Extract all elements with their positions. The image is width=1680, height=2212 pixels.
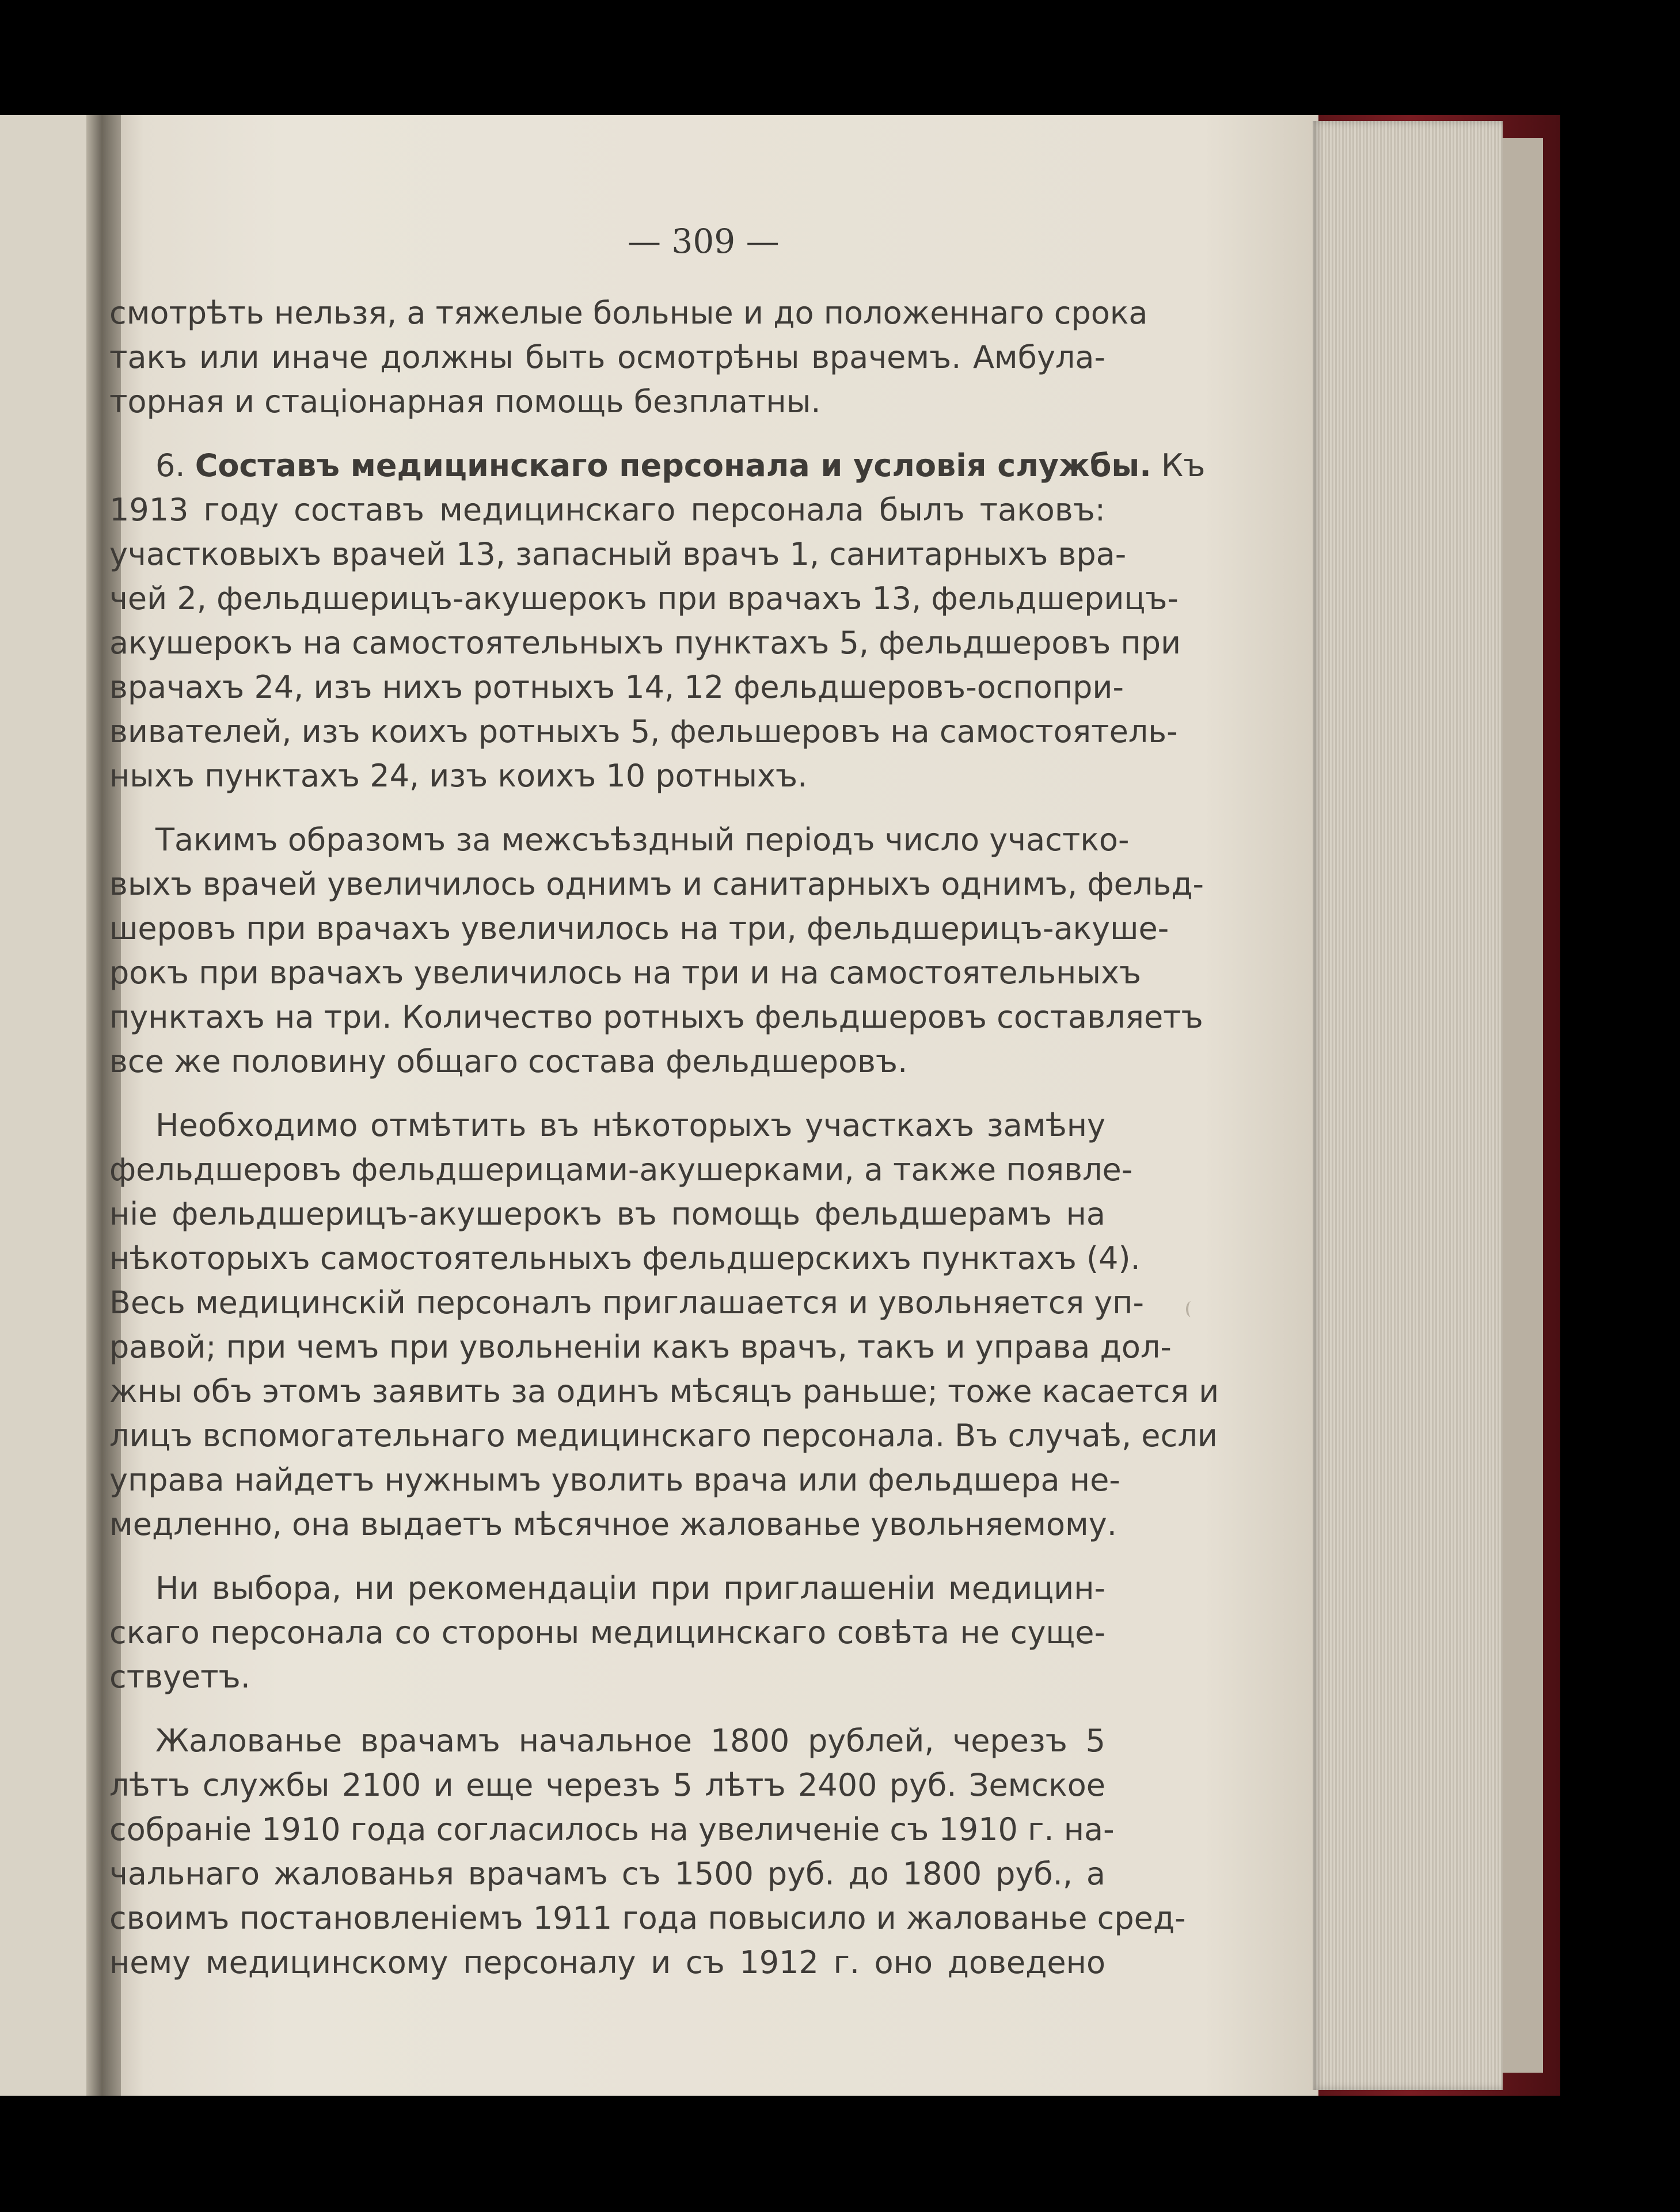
page-number: — 309 — (628, 222, 780, 261)
text-line: Необходимо отмѣтить въ нѣкоторыхъ участкахъ замѣну (155, 1107, 1105, 1143)
text-line: врачахъ 24, изъ нихъ ротныхъ 14, 12 фельдшеровъ-оспопри- (109, 669, 1124, 705)
text-line: Такимъ образомъ за межсъѣздный періодъ число участко- (155, 822, 1130, 858)
text-line: акушерокъ на самостоятельныхъ пунктахъ 5, фельдшеровъ при (109, 625, 1181, 661)
text-line: своимъ постановленіемъ 1911 года повысило и жалованье сред- (109, 1900, 1186, 1936)
text-line: ствуетъ. (109, 1659, 250, 1695)
text-line: Ни выбора, ни рекомендаціи при приглашеніи медицин- (155, 1570, 1105, 1606)
text-line: ныхъ пунктахъ 24, изъ коихъ 10 ротныхъ. (109, 758, 808, 794)
text-line: все же половину общаго состава фельдшеровъ. (109, 1043, 908, 1080)
text-line: управа найдетъ нужнымъ уволить врача или фельдшера не- (109, 1462, 1120, 1498)
text-line: Жалованье врачамъ начальное 1800 рублей, черезъ 5 (155, 1723, 1105, 1759)
text-line: чальнаго жалованья врачамъ съ 1500 руб. до 1800 руб., а (109, 1856, 1105, 1892)
paragraph (109, 1719, 1186, 1985)
text-line: смотрѣть нельзя, а тяжелые больные и до положеннаго срока (109, 295, 1148, 331)
text-line: медленно, она выдаетъ мѣсячное жалованье увольняемому. (109, 1506, 1117, 1542)
text-line: 1913 году составъ медицинскаго персонала былъ таковъ: (109, 492, 1105, 528)
text-line: шеровъ при врачахъ увеличилось на три, фельдшерицъ-акуше- (109, 910, 1169, 947)
paragraph (109, 443, 1206, 798)
text-line: лицъ вспомогательнаго медицинскаго персонала. Въ случаѣ, если (109, 1417, 1218, 1454)
text-line: нѣкоторыхъ самостоятельныхъ фельдшерскихъ пунктахъ (4). (109, 1240, 1141, 1276)
page-body (109, 291, 1219, 2004)
text-line: собраніе 1910 года согласилось на увеличеніе съ 1910 г. на- (109, 1811, 1115, 1848)
text-line: ніе фельдшерицъ-акушерокъ въ помощь фельдшерамъ на (109, 1196, 1105, 1232)
text-line: жны объ этомъ заявить за одинъ мѣсяцъ раньше; тоже касается и (109, 1373, 1219, 1409)
text-line (109, 443, 1206, 488)
text-line: равой; при чемъ при увольненіи какъ врачъ, такъ и управа дол- (109, 1329, 1172, 1365)
paragraph (109, 1103, 1219, 1546)
paragraph (109, 291, 1148, 424)
text-line: торная и стаціонарная помощь безплатны. (109, 383, 821, 420)
text-line: скаго персонала со стороны медицинскаго совѣта не суще- (109, 1614, 1105, 1651)
section-heading: Составъ медицинскаго персонала и условія службы. (195, 447, 1151, 484)
text-line: фельдшеровъ фельдшерицами-акушерками, а также появле- (109, 1151, 1133, 1188)
text-line: пунктахъ на три. Количество ротныхъ фельдшеровъ составляетъ (109, 999, 1203, 1035)
text-line: рокъ при врачахъ увеличилось на три и на самостоятельныхъ (109, 955, 1142, 991)
paragraph (109, 818, 1204, 1084)
paper-mark (1186, 1301, 1196, 1317)
text-line: Весь медицинскій персоналъ приглашается и увольняется уп- (109, 1284, 1144, 1321)
text-fragment: Къ (1151, 447, 1206, 484)
text-line: нему медицинскому персоналу и съ 1912 г. оно доведено (109, 1944, 1105, 1981)
text-line: выхъ врачей увеличилось однимъ и санитарныхъ однимъ, фельд- (109, 866, 1204, 902)
text-line: чей 2, фельдшерицъ-акушерокъ при врачахъ 13, фельдшерицъ- (109, 580, 1179, 617)
text-line: вивателей, изъ коихъ ротныхъ 5, фельшеровъ на самостоятель- (109, 713, 1178, 750)
page-block-edge (1313, 121, 1503, 2090)
text-line: такъ или иначе должны быть осмотрѣны врачемъ. Амбула- (109, 339, 1105, 375)
paragraph (109, 1566, 1105, 1699)
text-line: лѣтъ службы 2100 и еще черезъ 5 лѣтъ 2400 руб. Земское (109, 1767, 1105, 1803)
text-line: участковыхъ врачей 13, запасный врачъ 1, санитарныхъ вра- (109, 536, 1127, 572)
section-number: 6. (155, 447, 195, 484)
